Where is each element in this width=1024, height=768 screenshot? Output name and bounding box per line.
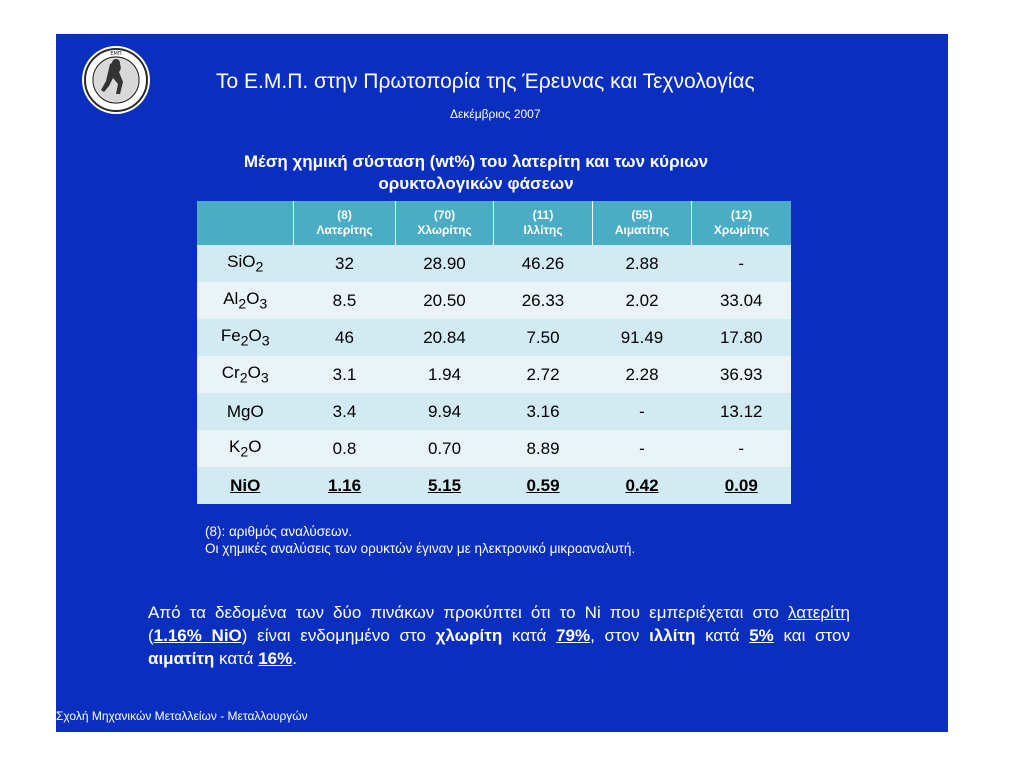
value-cell: 17.80 [692,319,792,356]
illite-term: ιλλίτη [649,626,696,645]
table-row [197,319,791,356]
oxide-cell: $Fe_2O_3$ [197,319,294,356]
hematite-pct: 16% [258,649,293,668]
summary-paragraph [148,601,850,670]
value-cell: - [692,430,792,467]
summary-text: κατά [502,626,557,645]
value-cell: 13.12 [692,393,792,430]
table-heading: Μέση χημική σύσταση (wt%) του λατερίτη και των κύριων ορυκτολογικών φάσεων [243,152,709,193]
table-row [197,467,791,504]
value-cell: 8.5 [294,282,396,319]
oxide-cell: NiO [197,467,294,504]
value-cell: - [593,430,692,467]
value-cell: 3.16 [494,393,593,430]
chlorite-pct: 79% [556,626,591,645]
header-name: Ιλλίτης [523,223,563,237]
header-col-chromite [692,201,792,245]
value-cell: - [692,245,792,282]
value-cell: 9.94 [396,393,494,430]
summary-text: Από τα δεδομένα των δύο πινάκων προκύπτει ότι το Ni που εμπεριέχεται στο [148,603,779,622]
value-cell: 8.89 [494,430,593,467]
chlorite-term: χλωρίτη [435,626,503,645]
summary-text: ( [148,626,154,645]
value-cell: 2.72 [494,356,593,393]
page-title: Το Ε.Μ.Π. στην Πρωτοπορία της Έρευνας και Τεχνολογίας [216,70,755,93]
value-cell: 1.16 [294,467,396,504]
value-cell: 0.42 [593,467,692,504]
value-cell: 20.50 [396,282,494,319]
table-row [197,356,791,393]
header-count: (70) [433,208,456,222]
value-cell: 3.4 [294,393,396,430]
oxide-cell: $K_2O$ [197,430,294,467]
value-cell: 33.04 [692,282,792,319]
table-notes [205,523,635,557]
value-cell: 2.28 [593,356,692,393]
nio-value: 1.16% NiO [153,626,242,645]
value-cell: - [593,393,692,430]
value-cell: 7.50 [494,319,593,356]
summary-text: ) είναι ενδομημένο στο [241,626,436,645]
summary-text: . [292,649,297,668]
value-cell: 91.49 [593,319,692,356]
header-col-hematite [593,201,692,245]
note-line: Οι χημικές αναλύσεις των ορυκτών έγιναν με ηλεκτρονικό μικροαναλυτή. [205,541,636,556]
svg-text:ΕΜΠ: ΕΜΠ [110,51,122,57]
header-col-illite [494,201,593,245]
value-cell: 32 [294,245,396,282]
header-count: (11) [532,208,554,222]
header-name: Αιματίτης [614,223,670,237]
summary-text: κατά [705,626,750,645]
university-seal-icon [80,44,152,116]
header-oxide [197,201,294,245]
value-cell: 28.90 [396,245,494,282]
header-count: (55) [631,208,653,222]
value-cell: 26.33 [494,282,593,319]
value-cell: 3.1 [294,356,396,393]
value-cell: 20.84 [396,319,494,356]
table-body [197,245,791,504]
oxide-cell: $Al_2O_3$ [197,282,294,319]
header-name: Χλωρίτης [417,223,472,237]
table-header-row [197,201,791,245]
header-name: Χρωμίτης [713,223,770,237]
table-row [197,282,791,319]
header-count: (12) [730,208,753,222]
summary-text: , στον [590,626,650,645]
header-count: (8) [337,208,352,222]
value-cell: 5.15 [396,467,494,504]
summary-text: κατά [214,649,259,668]
value-cell: 36.93 [692,356,792,393]
value-cell: 1.94 [396,356,494,393]
value-cell: 0.59 [494,467,593,504]
hematite-term: αιματίτη [148,649,215,668]
value-cell: 0.8 [294,430,396,467]
table-row [197,430,791,467]
table-row [197,245,791,282]
laterite-link: λατερίτη [788,603,850,622]
value-cell: 0.09 [692,467,792,504]
header-col-laterite [294,201,396,245]
table-row [197,393,791,430]
footer-label: Σχολή Μηχανικών Μεταλλείων - Μεταλλουργών [56,709,308,723]
oxide-cell: SiO$_2$ [197,245,294,282]
oxide-cell: MgO [197,393,294,430]
value-cell: 0.70 [396,430,494,467]
date-label: Δεκέμβριος 2007 [450,107,541,121]
note-line: (8): αριθμός αναλύσεων. [205,524,353,539]
header-col-chlorite [396,201,494,245]
summary-text: και στον [773,626,850,645]
value-cell: 46 [294,319,396,356]
oxide-cell: $Cr_2O_3$ [197,356,294,393]
illite-pct: 5% [749,626,774,645]
value-cell: 2.02 [593,282,692,319]
header-name: Λατερίτης [316,223,373,237]
slide [56,34,948,732]
value-cell: 2.88 [593,245,692,282]
composition-table [197,201,791,504]
value-cell: 46.26 [494,245,593,282]
